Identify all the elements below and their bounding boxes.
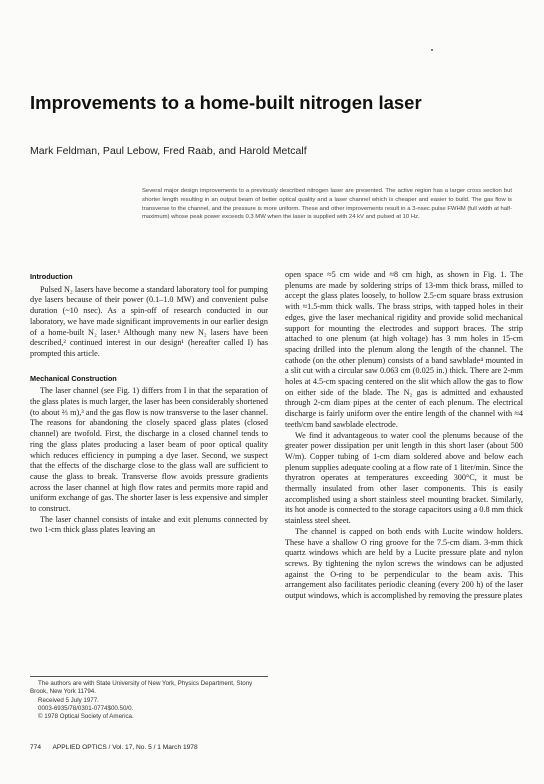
section-heading-introduction: Introduction bbox=[30, 272, 73, 281]
footnote-code: 0003-6935/78/0301-0774$00.50/0. bbox=[38, 704, 134, 712]
body-paragraph-1: open space ≈5 cm wide and ≈8 cm high, as shown in Fig. 1. The plenums are made by soldering strips of 13-mm thick brass, milled to accept the glass plates loosely, to hollow 2.5-cm square brass extrusion with ≈1.5-mm thick walls. The brass strips, with tapped holes in their edges, give the laser mechanical rigidity and provide solid mechanical support for mounting the electrodes and support braces. The strip attached to one plenum (at high voltage) has 3 mm holes in 15-cm spacing drilled into the plenum along the length of the channel. The cathode (on the other plenum) consists of a band sawblade⁴ mounted in a slit cut with a circular saw 0.063 cm (0.025 in.) thick. There are 2-mm holes at 4.5-cm spacing centered on the slit which allow the gas to flow on either side of the blade. The N₂ gas is admitted and exhausted through 2-cm diam pipes at the center of each plenum. The electrical discharge is fairly uniform over the entire length of the channel with ≈4 teeth/cm band sawblade electrode. bbox=[285, 270, 523, 429]
page-number: 774 bbox=[30, 744, 42, 751]
section-heading-mechanical-construction: Mechanical Construction bbox=[30, 373, 117, 383]
right-column bbox=[285, 270, 523, 602]
footnote-copyright: © 1978 Optical Society of America. bbox=[38, 713, 134, 721]
abstract: Several major design improvements to a previously described nitrogen laser are presented. The active region has a larger cross section but shorter length resulting in an output beam of better optical quality and a laser channel which is cheaper and easier to build. The gas flow is transverse to the channel, and the pressure is more uniform. These and other improvements result in a 3-nsec pulse FWHM (full width at half-maximum) whose peak power exceeds 0.3 MW when the laser is supplied with 24 kV and pulsed at 10 Hz. bbox=[142, 188, 512, 221]
page-footer bbox=[30, 744, 510, 751]
article-title: Improvements to a home-built nitrogen laser bbox=[30, 92, 422, 113]
journal-citation: APPLIED OPTICS / Vol. 17, No. 5 / 1 March 1978 bbox=[52, 744, 198, 751]
footnote-affiliation: The authors are with State University of New York, Physics Department, Stony Brook, New York 11794. bbox=[30, 680, 253, 696]
author-footnote bbox=[30, 676, 268, 721]
left-column bbox=[30, 270, 268, 740]
mechanical-paragraph-2: The laser channel consists of intake and exit plenums connected by two 1-cm thick glass plates leaving an bbox=[30, 514, 268, 535]
author-list: Mark Feldman, Paul Lebow, Fred Raab, and Harold Metcalf bbox=[30, 145, 307, 157]
footnote-received: Received 5 July 1977. bbox=[38, 696, 99, 704]
body-paragraph-3: The channel is capped on both ends with Lucite window holders. These have a shallow O ring groove for the 7.5-cm diam. 3-mm thick quartz windows which are held by a Lucite pressure plate and nylon screws. By tightening the nylon screws the windows can be adjusted against the O-ring to be perpendicular to the beam axis. This arrangement also facilitates periodic cleaning (every 200 h) of the laser output windows, which is accomplished by removing the pressure plates bbox=[285, 526, 523, 601]
section-gap bbox=[30, 360, 268, 372]
mechanical-paragraph-1: The laser channel (see Fig. 1) differs from I in that the separation of the glass plates is much larger, the laser has been considerably shortened (to about ⅔ m),³ and the gas flow is now transverse to the laser channel. The reasons for abandoning the closely spaced glass plates (closed channel) are twofold. First, the discharge in a closed channel tends to ring the glass plates producing a laser beam of poor optical quality which reduces efficiency in pumping a dye laser. Second, we suspect that the effects of the discharge close to the glass wall are sufficient to cause the glass to break. Transverse flow avoids pressure gradients across the laser channel at high flow rates and permits more rapid and uniform exchange of gas. The shorter laser is less expensive and simpler to construct. bbox=[30, 386, 268, 514]
body-paragraph-2: We find it advantageous to water cool the plenums because of the greater power dissipation per unit length in this short laser (about 500 W/m). Copper tubing of 1-cm diam soldered above and below each plenum supplies adequate cooling at a flow rate of 1 liter/min. Since the thyratron operates at temperatures exceeding 300°C, it must be thermally insulated from other laser components. This is easily accomplished using a short stainless steel mounting bracket. Similarly, its hot anode is connected to the storage capacitors using a 0.8 mm thick stainless steel sheet. bbox=[285, 430, 523, 526]
intro-paragraph: Pulsed N₂ lasers have become a standard laboratory tool for pumping dye lasers because of their power (0.1–1.0 MW) and convenient pulse duration (~10 nsec). As a spin-off of research conducted in our laboratory, we have made significant improvements in our earlier design of a home-built N₂ laser.¹ Although many new N₂ lasers have been described,² continued interest in our design¹ (hereafter called I) has prompted this article. bbox=[30, 284, 268, 358]
page-speck bbox=[431, 49, 433, 51]
